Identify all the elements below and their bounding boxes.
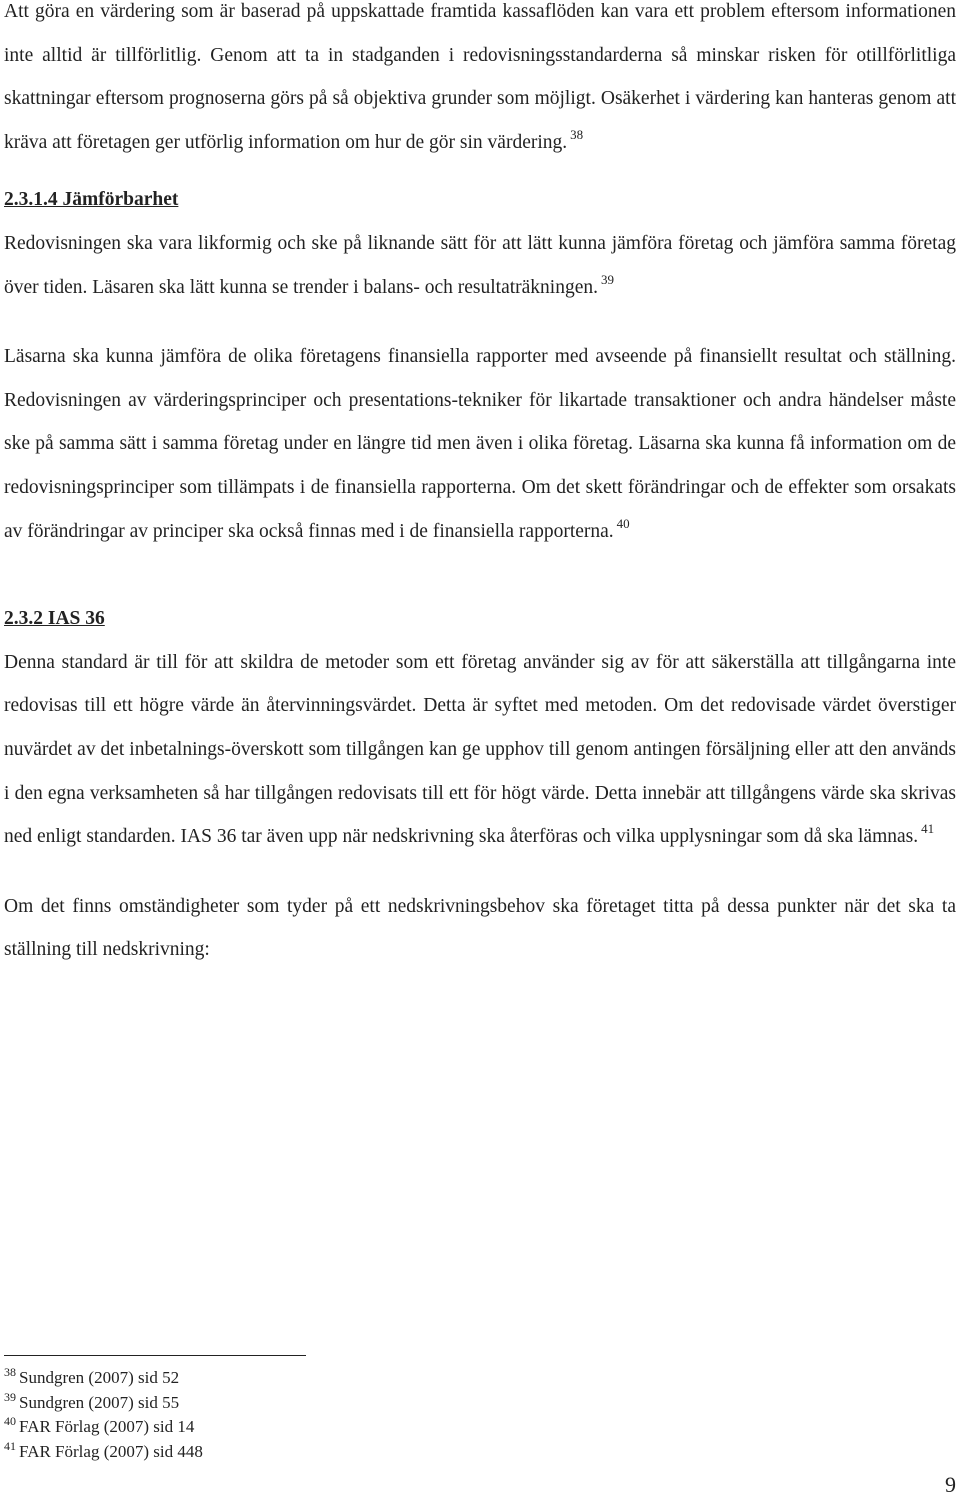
footnote-reference[interactable]: 41 xyxy=(921,821,935,837)
paragraph-text: Redovisningen ska vara likformig och ske på liknande sätt för att lätt kunna jämföra företag och jämföra samma företag över tiden. Läsaren ska lätt kunna se trender i balans- och resultaträkningen. xyxy=(4,232,956,298)
paragraph-ias36 xyxy=(4,641,956,859)
footnote-reference[interactable]: 38 xyxy=(570,126,584,142)
footnote-reference[interactable]: 40 xyxy=(616,515,630,531)
paragraph-impairment-indicators xyxy=(4,885,956,972)
footnote-reference[interactable]: 39 xyxy=(601,271,614,287)
paragraph-text: Att göra en värdering som är baserad på uppskattade framtida kassaflöden kan vara ett problem eftersom informationen inte alltid är tillförlitlig. Genom att ta in stadganden i redovisningsstandarderna så minskar risken för otillförlitliga skattningar eftersom prognoserna görs på så objektiva grunder som möjligt. Osäkerhet i värdering kan hanteras genom att kräva att företagen ger utförlig information om hur de gör sin värdering. xyxy=(4,1,956,153)
footnote-text: Sundgren (2007) sid 55 xyxy=(19,1392,180,1412)
footnote-item xyxy=(4,1440,604,1465)
paragraph-comparison-details xyxy=(4,335,956,553)
section-heading-ias36: 2.3.2 IAS 36 xyxy=(4,608,105,630)
footnote-divider xyxy=(4,1355,306,1356)
footnotes-section xyxy=(4,1355,604,1464)
footnote-item xyxy=(4,1415,604,1440)
footnote-item xyxy=(4,1391,604,1416)
footnote-text: FAR Förlag (2007) sid 14 xyxy=(19,1417,195,1436)
footnote-number: 39 xyxy=(4,1389,16,1404)
paragraph-text: Denna standard är till för att skildra de metoder som ett företag använder sig av för att säkerställa att tillgångarna inte redovisas till ett högre värde än återvinningsvärdet. Detta är syftet med metoden. Om det redovisade värdet överstiger nuvärdet av det inbetalnings-överskott som tillgången kan ge upphov till genom antingen försäljning eller att den används i den egna verksamheten så har tillgången redovisats till ett för högt värde. Detta innebär att tillgångens värde ska skrivas ned enligt standarden. IAS 36 tar även upp när nedskrivning ska återföras och vilka upplysningar som då ska lämnas. xyxy=(4,651,956,848)
footnote-number: 38 xyxy=(4,1365,16,1379)
footnote-number: 40 xyxy=(4,1414,16,1428)
section-heading-comparability: 2.3.1.4 Jämförbarhet xyxy=(4,189,179,211)
footnote-text: Sundgren (2007) sid 52 xyxy=(19,1368,180,1387)
document-page xyxy=(4,0,956,972)
paragraph-comparability xyxy=(4,222,956,309)
paragraph-valuation xyxy=(4,0,956,164)
footnote-item xyxy=(4,1366,604,1391)
paragraph-text: Om det finns omständigheter som tyder på ett nedskrivningsbehov ska företaget titta på dessa punkter när det ska ta ställning till nedskrivning: xyxy=(4,895,956,961)
paragraph-text: Läsarna ska kunna jämföra de olika företagens finansiella rapporter med avseende på finansiellt resultat och ställning. Redovisningen av värderingsprinciper och presentations-tekniker för likartade transaktioner och andra händelser måste ske på samma sätt i samma företag under en längre tid men även i olika företag. Läsarna ska kunna få information om de redovisningsprinciper som tillämpats i de finansiella rapporterna. Om det skett förändringar och de effekter som orsakats av förändringar av principer ska också finnas med i de finansiella rapporterna. xyxy=(4,346,956,542)
page-number: 9 xyxy=(945,1472,956,1497)
footnote-text: FAR Förlag (2007) sid 448 xyxy=(19,1441,203,1461)
footnote-number: 41 xyxy=(4,1438,16,1453)
